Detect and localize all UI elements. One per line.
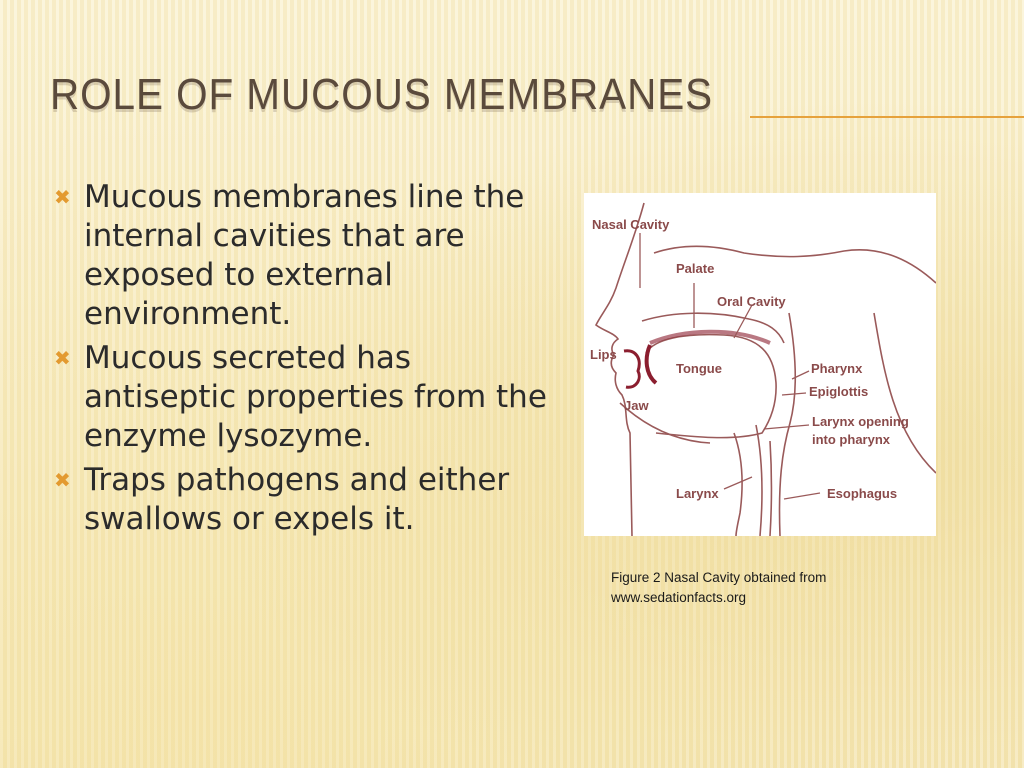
caption-line-2: www.sedationfacts.org [611, 590, 747, 605]
label-larynx-opening: Larynx opening [812, 414, 909, 429]
label-jaw: Jaw [624, 398, 649, 413]
x-mark-icon: ✖ [54, 468, 71, 492]
label-lips: Lips [590, 347, 617, 362]
slide-title: ROLE OF MUCOUS MEMBRANES [50, 70, 714, 119]
label-arrows [640, 233, 820, 499]
label-esophagus: Esophagus [827, 486, 898, 501]
bullet-item [50, 339, 550, 456]
x-mark-icon: ✖ [54, 185, 71, 209]
bullet-text: Traps pathogens and either swallows or expels it. [84, 462, 510, 537]
label-larynx: Larynx [676, 486, 719, 501]
nasal-cavity-diagram [584, 193, 936, 536]
bullet-text: Mucous membranes line the internal cavities that are exposed to external environment. [84, 179, 525, 332]
bullet-item [50, 461, 550, 539]
caption-line-1: Figure 2 Nasal Cavity obtained from [611, 570, 827, 585]
anatomy-illustration [584, 193, 936, 536]
label-palate: Palate [676, 261, 715, 276]
bullet-list [50, 178, 550, 544]
label-pharynx: Pharynx [811, 361, 863, 376]
label-nasal-cavity: Nasal Cavity [592, 217, 670, 232]
bullet-item [50, 178, 550, 334]
figure-caption [611, 568, 911, 608]
label-larynx-opening-2: into pharynx [812, 432, 891, 447]
bullet-text: Mucous secreted has antiseptic properties from the enzyme lysozyme. [84, 340, 547, 454]
x-mark-icon: ✖ [54, 346, 71, 370]
label-epiglottis: Epiglottis [809, 384, 869, 399]
label-tongue: Tongue [676, 361, 722, 376]
title-divider [750, 116, 1024, 118]
label-oral-cavity: Oral Cavity [717, 294, 786, 309]
